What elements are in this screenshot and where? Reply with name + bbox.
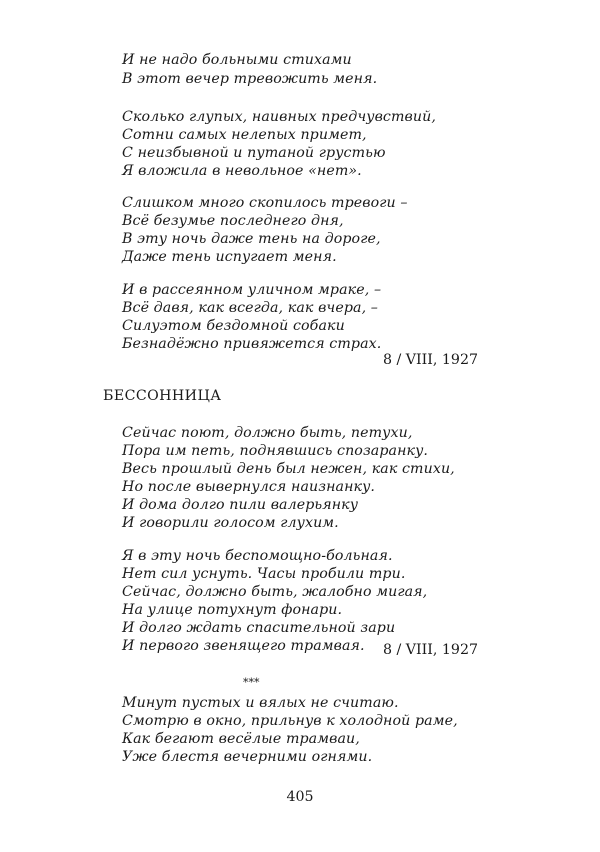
verse-line: Безнадёжно привяжется страх.	[122, 336, 382, 352]
verse-line: Я в эту ночь беспомощно-больная.	[122, 548, 393, 564]
verse-line: И дома долго пили валерьянку	[122, 497, 359, 513]
verse-line: И не надо больными стихами	[122, 52, 352, 68]
page-number: 405	[286, 789, 314, 805]
verse-line: Но после вывернулся наизнанку.	[122, 479, 376, 495]
verse-line: На улице потухнут фонари.	[122, 602, 343, 618]
verse-line: Я вложила в невольное «нет».	[122, 163, 362, 179]
verse-line: Как бегают весёлые трамваи,	[122, 731, 360, 747]
poem-date: 8 / VIII, 1927	[382, 352, 478, 368]
verse-line: Весь прошлый день был нежен, как стихи,	[122, 461, 455, 477]
verse-line: С неизбывной и путаной грустью	[122, 145, 386, 161]
verse-line: Нет сил уснуть. Часы пробили три.	[122, 566, 406, 582]
section-separator: ***	[243, 676, 260, 689]
verse-line: В этот вечер тревожить меня.	[122, 71, 378, 87]
verse-line: Пора им петь, поднявшись спозаранку.	[122, 443, 429, 459]
verse-line: Всё давя, как всегда, как вчера, –	[122, 300, 378, 316]
poem-date: 8 / VIII, 1927	[382, 642, 478, 658]
verse-line: И в рассеянном уличном мраке, –	[122, 282, 382, 298]
verse-line: Сейчас, должно быть, жалобно мигая,	[122, 584, 428, 600]
verse-line: Даже тень испугает меня.	[122, 249, 337, 265]
verse-line: И говорили голосом глухим.	[122, 515, 339, 531]
verse-line: Всё безумье последнего дня,	[122, 213, 344, 229]
verse-line: Смотрю в окно, прильнув к холодной раме,	[122, 713, 458, 729]
verse-line: И долго ждать спасительной зари	[122, 620, 396, 636]
verse-line: Слишком много скопилось тревоги –	[122, 195, 408, 211]
verse-line: Уже блестя вечерними огнями.	[122, 749, 373, 765]
poem-title: БЕССОННИЦА	[103, 388, 222, 404]
verse-line: И первого звенящего трамвая.	[122, 638, 365, 654]
verse-line: Сейчас поют, должно быть, петухи,	[122, 425, 413, 441]
verse-line: Сколько глупых, наивных предчувствий,	[122, 109, 436, 125]
verse-line: Силуэтом бездомной собаки	[122, 318, 345, 334]
verse-line: Минут пустых и вялых не считаю.	[122, 695, 399, 711]
verse-line: В эту ночь даже тень на дороге,	[122, 231, 381, 247]
verse-line: Сотни самых нелепых примет,	[122, 127, 367, 143]
